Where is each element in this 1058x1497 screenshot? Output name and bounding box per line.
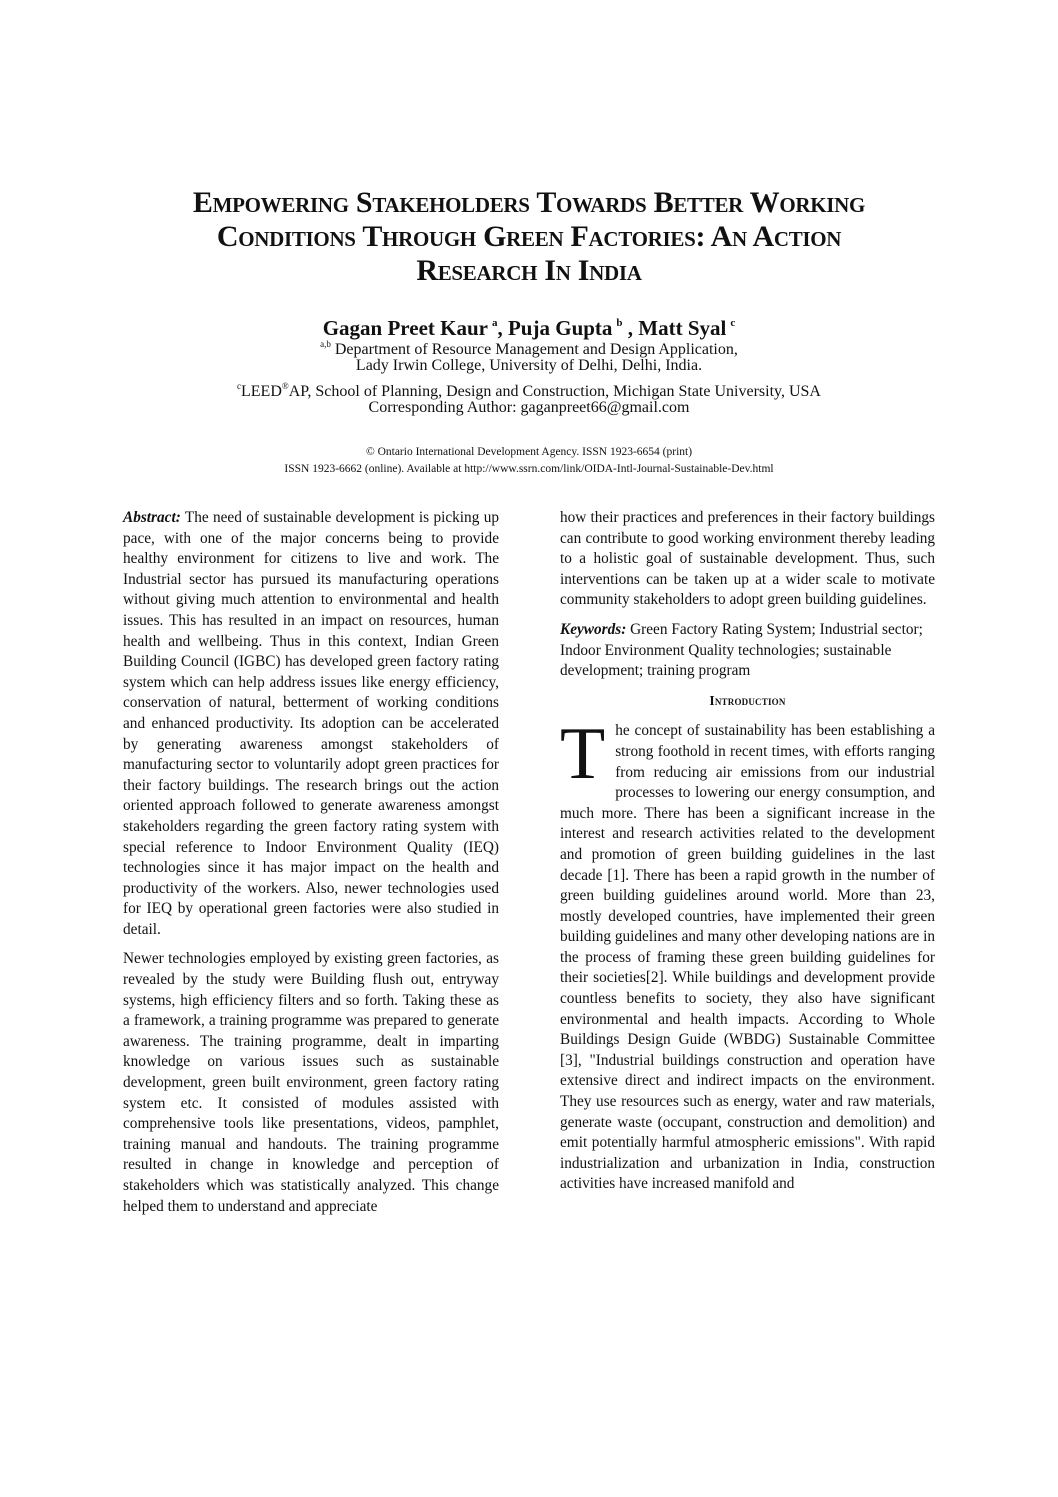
author-mark: c xyxy=(730,317,736,329)
abstract-paragraph xyxy=(123,508,499,940)
title-line: Research In India xyxy=(416,254,642,287)
paper-title xyxy=(100,186,958,288)
abstract-text: The need of sustainable development is picking up pace, with one of the major concerns being to provide healthy environment for citizens to live and work. The Industrial sector has pursued its manufacturing operations without giving much attention to environmental and health issues. This has resulted in an impact on resources, human health and wellbeing. Thus in this context, Indian Green Building Council (IGBC) has developed green factory rating system which can help address issues like energy efficiency, conservation of natural, betterment of working conditions and enhanced productivity. Its adoption can be accelerated by generating awareness amongst stakeholders of manufacturing sector to voluntarily adopt green practices for their factory buildings. The research brings out the action oriented approach followed to generate awareness amongst stakeholders regarding the green factory rating system with special reference to Indoor Environment Quality (IEQ) technologies since it has major impact on the health and productivity of the workers. Also, newer technologies used for IEQ by operational green factories were also studied in detail. xyxy=(123,509,499,938)
affiliation-ab-line2: Lady Irwin College, University of Delhi, Delhi, India. xyxy=(355,357,703,374)
author-name: Matt Syal xyxy=(638,316,727,340)
author-mark: a xyxy=(491,317,498,329)
author-separator: , xyxy=(497,316,508,340)
introduction-paragraph xyxy=(560,713,935,1195)
registered-mark: ® xyxy=(281,381,289,391)
author-name: Puja Gupta xyxy=(507,316,613,340)
corresponding-author: Corresponding Author: gaganpreet66@gmail.com xyxy=(368,399,690,416)
abstract-paragraph-2-continued: how their practices and preferences in their factory buildings can contribute to good working environment thereby leading to a holistic goal of sustainable development. Thus, such interventions can be taken up at a wider scale to motivate community stakeholders to adopt green building guidelines. xyxy=(560,509,935,609)
leed-label: LEED xyxy=(241,383,282,400)
author-separator: , xyxy=(622,316,639,340)
abstract-label: Abstract: xyxy=(123,509,181,526)
affiliation-text: Department of Resource Management and Design Application, xyxy=(330,341,738,358)
left-column xyxy=(123,508,499,1226)
drop-cap: T xyxy=(560,713,606,796)
copyright-line: ISSN 1923-6662 (online). Available at http://www.ssrn.com/link/OIDA-Intl-Journal-Sustainable-Dev.html xyxy=(284,463,774,475)
right-column xyxy=(560,508,935,1204)
copyright-line: © Ontario International Development Agency. ISSN 1923-6654 (print) xyxy=(365,446,693,458)
abstract-paragraph-2: Newer technologies employed by existing green factories, as revealed by the study were Building flush out, entryway systems, high efficiency filters and so forth. Taking these as a framework, a training programme was prepared to generate awareness. The training programme, dealt in imparting knowledge on various issues such as sustainable development, green built environment, green factory rating system etc. It consisted of modules assisted with comprehensive tools like presentations, videos, pamphlet, training manual and handouts. The training programme resulted in change in knowledge and perception of stakeholders which was statistically analyzed. This change helped them to understand and appreciate xyxy=(123,950,499,1215)
copyright-notice xyxy=(100,444,958,478)
title-line: Conditions Through Green Factories: An Action xyxy=(216,220,842,253)
affiliation-text: AP, School of Planning, Design and Construction, Michigan State University, USA xyxy=(288,383,821,400)
keywords-text: Green Factory Rating System; Industrial sector; Indoor Environment Quality technologies; sustainable development; training program xyxy=(560,620,923,680)
author-name: Gagan Preet Kaur xyxy=(322,316,488,340)
affiliation-mark: a,b xyxy=(320,339,331,349)
introduction-text: he concept of sustainability has been establishing a strong foothold in recent times, with efforts ranging from reducing air emissions from our industrial processes to lowering our energy consumption, and much more. There has been a significant increase in the interest and research activities related to the development and promotion of green building guidelines in the last decade [1]. There has been a rapid growth in the number of green building guidelines around world. More than 23, mostly developed countries, have implemented their green building guidelines and many other developing nations are in the process of framing these green building guidelines for their societies[2]. While buildings and development provide countless benefits to society, they also have significant environmental and health impacts. According to Whole Buildings Design Guide (WBDG) Sustainable Committee [3], "Industrial buildings construction and operation have extensive direct and indirect impacts on the environment. They use resources such as energy, water and raw materials, generate waste (occupant, construction and demolition) and emit potentially harmful atmospheric emissions". With rapid industrialization and urbanization in India, construction activities have increased manifold and xyxy=(560,722,935,1193)
keywords-paragraph xyxy=(560,620,935,682)
author-mark: b xyxy=(616,317,623,329)
introduction-heading: Introduction xyxy=(709,692,786,708)
affiliation-mark: c xyxy=(237,381,241,391)
title-line: Empowering Stakeholders Towards Better Working xyxy=(192,186,866,219)
keywords-label: Keywords: xyxy=(560,620,627,638)
